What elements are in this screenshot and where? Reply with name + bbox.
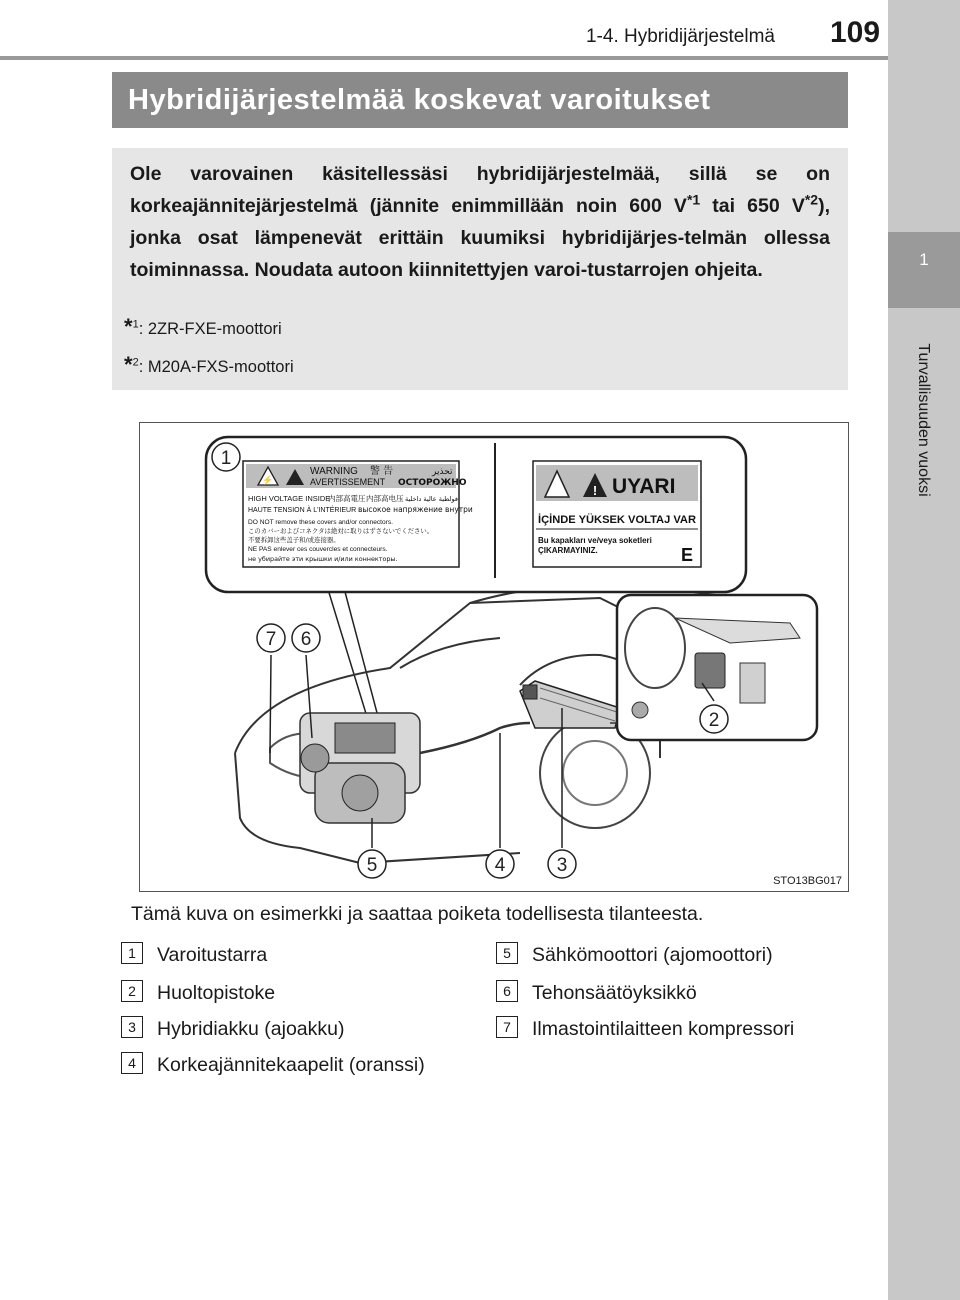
- callout-7: [257, 624, 285, 652]
- callout-3: [548, 850, 576, 878]
- label-line-jp: このカバーおよびコネクタは絶対に取りはずさないでください。: [248, 527, 434, 535]
- footnote-num: 1: [132, 318, 139, 331]
- footnote-num: 2: [132, 356, 139, 369]
- legend-num-5: 5: [496, 942, 518, 964]
- intro-box: [112, 148, 848, 390]
- legend-item-4: Korkeajännitekaapelit (oranssi): [157, 1054, 425, 1076]
- label-uyari-line3: ÇIKARMAYINIZ.: [538, 546, 598, 555]
- footnote-mark: *: [124, 352, 133, 377]
- label-warning-jp: 警 告: [370, 466, 394, 477]
- chapter-label: Turvallisuuden vuoksi: [915, 343, 932, 497]
- label-hv-fr: HAUTE TENSION À L'INTÉRIEUR: [248, 507, 357, 514]
- legend-num-3: 3: [121, 1016, 143, 1038]
- intro-sup-2: *2: [804, 191, 819, 208]
- footnote-mark: *: [124, 314, 133, 339]
- intro-part-3: ), jonka osat lämpenevät erittäin kuumiksi hybridijärjes-telmän ollessa toiminnassa. Noudata autoon kiinnitettyjen varoi-tustarrojen ohjeita.: [130, 195, 830, 281]
- svg-text:2: 2: [708, 710, 720, 731]
- callout-2: [700, 705, 728, 733]
- svg-text:5: 5: [366, 855, 378, 876]
- chapter-tab: [888, 232, 960, 308]
- legend-item-2: Huoltopistoke: [157, 982, 276, 1004]
- label-uyari-letter: E: [681, 545, 694, 565]
- label-hv-en: HIGH VOLTAGE INSIDE: [248, 494, 331, 503]
- label-hv-cn: 内部高电压: [366, 494, 404, 503]
- label-uyari-line2: Bu kapakları ve/veya soketleri: [538, 536, 652, 545]
- intro-part-1: Ole varovainen käsitellessäsi hybridijärjestelmää, sillä se on korkeajännitejärjestelmä (jännite enimmillään noin 600 V: [130, 163, 830, 217]
- callout-4: [486, 850, 514, 878]
- legend-num-2: 2: [121, 980, 143, 1002]
- legend-num-6: 6: [496, 980, 518, 1002]
- label-hv-ar: فولطية عالية داخلية: [405, 495, 458, 503]
- svg-text:6: 6: [300, 629, 312, 650]
- legend-item-3: Hybridiakku (ajoakku): [157, 1018, 345, 1040]
- label-warning-ru: ОСТОРОЖНО: [398, 478, 467, 488]
- label-hv-jp: 内部高電圧: [328, 494, 366, 503]
- callout-5: [358, 850, 386, 878]
- label-line-fr: NE PAS enlever ces couvercles et connecteurs.: [248, 546, 388, 553]
- page-number: 109: [830, 16, 881, 49]
- label-warning-ar: تحذير: [432, 467, 453, 477]
- side-tab-strip: [888, 0, 960, 1300]
- svg-text:!: !: [592, 483, 598, 498]
- intro-part-2: tai 650 V: [700, 195, 805, 217]
- engine-illustration: [300, 713, 420, 823]
- label-line-cn: 不要拆卸这些盖子和/或连接器。: [248, 536, 340, 544]
- footnote-2: [124, 352, 294, 378]
- svg-text:4: 4: [494, 855, 506, 876]
- footnote-text: : M20A-FXS-moottori: [138, 358, 294, 376]
- svg-text:1: 1: [220, 448, 232, 469]
- label-warning-en: WARNING: [310, 466, 358, 477]
- figure-code: STO13BG017: [773, 875, 842, 887]
- legend-item-7: Ilmastointilaitteen kompressori: [532, 1018, 795, 1040]
- callout-6: [292, 624, 320, 652]
- svg-text:⚡: ⚡: [262, 475, 274, 485]
- intro-text: [130, 158, 830, 286]
- section-title: Hybridijärjestelmää koskevat varoitukset: [112, 72, 848, 128]
- header-rule: [0, 56, 888, 60]
- legend-num-7: 7: [496, 1016, 518, 1038]
- hv-cable: [420, 723, 530, 753]
- label-hv-ru: высокое напряжение внутри: [358, 505, 473, 514]
- label-line-en: DO NOT remove these covers and/or connectors.: [248, 519, 394, 526]
- warning-label-right: [533, 461, 701, 567]
- label-uyari-line1: İÇİNDE YÜKSEK VOLTAJ VAR: [538, 514, 695, 526]
- footnote-text: : 2ZR-FXE-moottori: [138, 320, 282, 338]
- legend-item-1: Varoitustarra: [157, 944, 268, 966]
- legend-item-6: Tehonsäätöyksikkö: [532, 982, 697, 1004]
- figure-caption: Tämä kuva on esimerkki ja saattaa poiketa todellisesta tilanteesta.: [131, 903, 704, 925]
- chapter-number: 1: [919, 250, 929, 269]
- label-uyari-title: UYARI: [612, 475, 676, 498]
- label-line-ru: не убирайте эти крышки и/или коннекторы.: [248, 555, 398, 563]
- footnote-1: [124, 314, 282, 340]
- hybrid-system-figure: [139, 422, 849, 892]
- legend-num-1: 1: [121, 942, 143, 964]
- svg-text:7: 7: [265, 629, 277, 650]
- running-header: 1-4. Hybridijärjestelmä: [585, 26, 775, 47]
- warning-label-left: [243, 461, 473, 567]
- figure-illustration: [140, 423, 848, 891]
- legend-item-5: Sähkömoottori (ajomoottori): [532, 944, 773, 966]
- svg-text:3: 3: [556, 855, 568, 876]
- intro-sup-1: *1: [686, 191, 701, 208]
- callout-1: [212, 443, 240, 471]
- legend-num-4: 4: [121, 1052, 143, 1074]
- hybrid-battery-illustration: [520, 681, 620, 728]
- label-warning-fr: AVERTISSEMENT: [310, 477, 386, 487]
